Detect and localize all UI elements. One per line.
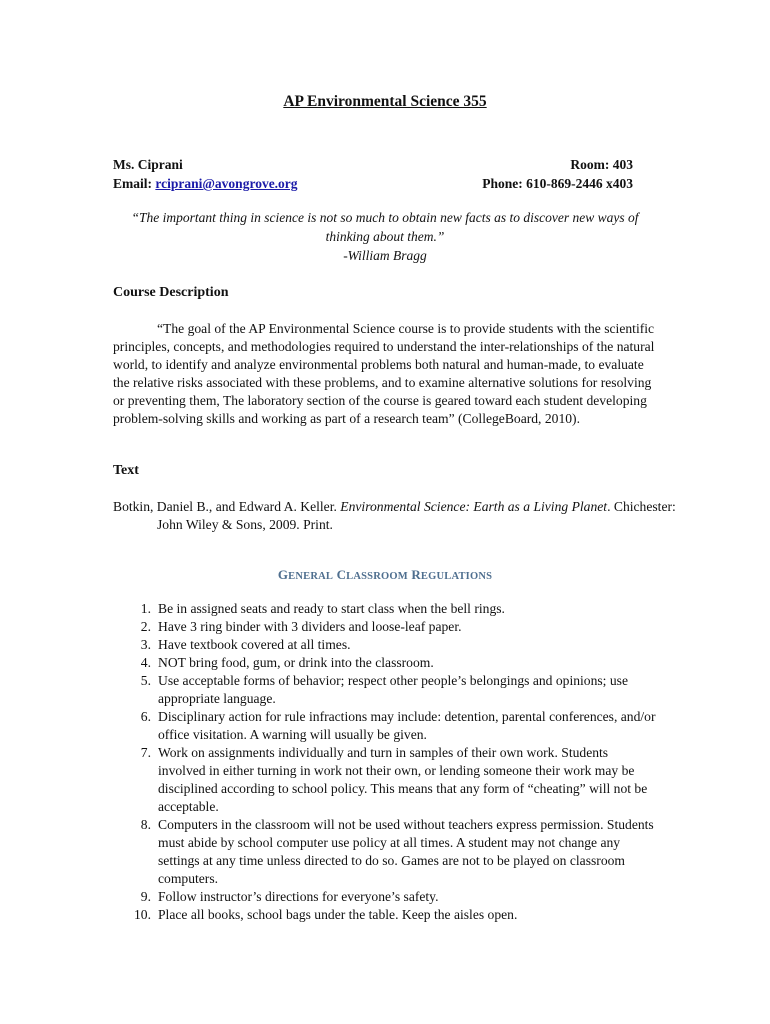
item-text: Disciplinary action for rule infractions may include: detention, parental conferences, and/or office visitation. A warning will usually be given.	[158, 709, 656, 742]
item-text: Have textbook covered at all times.	[158, 637, 351, 652]
opening-quote	[110, 208, 660, 265]
item-text: NOT bring food, gum, or drink into the classroom.	[158, 655, 434, 670]
regulations-heading: GENERAL CLASSROOM REGULATIONS	[277, 567, 493, 582]
email-line	[113, 174, 298, 193]
item-number: 10.	[134, 907, 151, 922]
item-text: Have 3 ring binder with 3 dividers and loose-leaf paper.	[158, 619, 462, 634]
list-item	[113, 636, 659, 654]
course-description-body: “The goal of the AP Environmental Science course is to provide students with the scientific principles, concepts, and methodologies required to understand the inter-relationships of the natural world, to identify and analyze environmental problems both natural and human-made, to evaluate the relative risks associated with these problems, and to examine alternative solutions for resolving or preventing them, The laboratory section of the course is geared toward each student developing problem-solving skills and working as part of a research team” (CollegeBoard, 2010).	[113, 321, 655, 426]
phone-number: Phone: 610-869-2446 x403	[482, 176, 633, 191]
list-item	[113, 600, 659, 618]
quote-text: “The important thing in science is not so much to obtain new facts as to discover new ways of thinking about them.”	[131, 210, 639, 244]
item-number: 1.	[140, 601, 151, 616]
item-number: 7.	[140, 745, 151, 760]
item-text: Place all books, school bags under the table. Keep the aisles open.	[158, 907, 518, 922]
item-text: Use acceptable forms of behavior; respect other people’s belongings and opinions; use appropriate language.	[158, 673, 628, 706]
course-description-heading: Course Description	[113, 285, 229, 300]
item-text: Work on assignments individually and turn in samples of their own work. Students involved in either turning in work not their own, or lending someone their work may be disciplined according to school policy. This means that any form of “cheating” will not be acceptable.	[158, 745, 648, 814]
list-item	[113, 744, 659, 816]
item-number: 6.	[140, 709, 151, 724]
page-title: AP Environmental Science 355	[283, 93, 487, 110]
room-number: Room: 403	[570, 157, 633, 172]
item-text: Be in assigned seats and ready to start class when the bell rings.	[158, 601, 505, 616]
regulations-list	[113, 600, 659, 924]
item-number: 2.	[140, 619, 151, 634]
citation-publisher: . Chichester: John Wiley & Sons, 2009. Print.	[157, 499, 676, 532]
item-number: 3.	[140, 637, 151, 652]
list-item	[113, 816, 659, 888]
email-link[interactable]: rciprani@avongrove.org	[155, 176, 298, 191]
item-number: 5.	[140, 673, 151, 688]
contact-info	[482, 155, 633, 193]
list-item	[113, 708, 659, 744]
text-heading: Text	[113, 463, 139, 478]
list-item	[113, 618, 659, 636]
citation-title: Environmental Science: Earth as a Living Planet	[340, 499, 608, 514]
teacher-info	[113, 155, 298, 193]
item-text: Follow instructor’s directions for everyone’s safety.	[158, 889, 439, 904]
list-item	[113, 888, 659, 906]
list-item	[113, 654, 659, 672]
citation-authors: Botkin, Daniel B., and Edward A. Keller.	[113, 499, 341, 514]
item-text: Computers in the classroom will not be used without teachers express permission. Students must abide by school computer use policy at all times. A student may not change any settings at any time unless directed to do so. Games are not to be played on classroom computers.	[158, 817, 654, 886]
textbook-citation	[113, 498, 697, 534]
item-number: 4.	[140, 655, 151, 670]
item-number: 8.	[140, 817, 151, 832]
list-item	[113, 672, 659, 708]
list-item	[113, 906, 659, 924]
teacher-name: Ms. Ciprani	[113, 157, 183, 172]
quote-author: -William Bragg	[343, 248, 427, 263]
email-label: Email:	[113, 176, 152, 191]
item-number: 9.	[140, 889, 151, 904]
